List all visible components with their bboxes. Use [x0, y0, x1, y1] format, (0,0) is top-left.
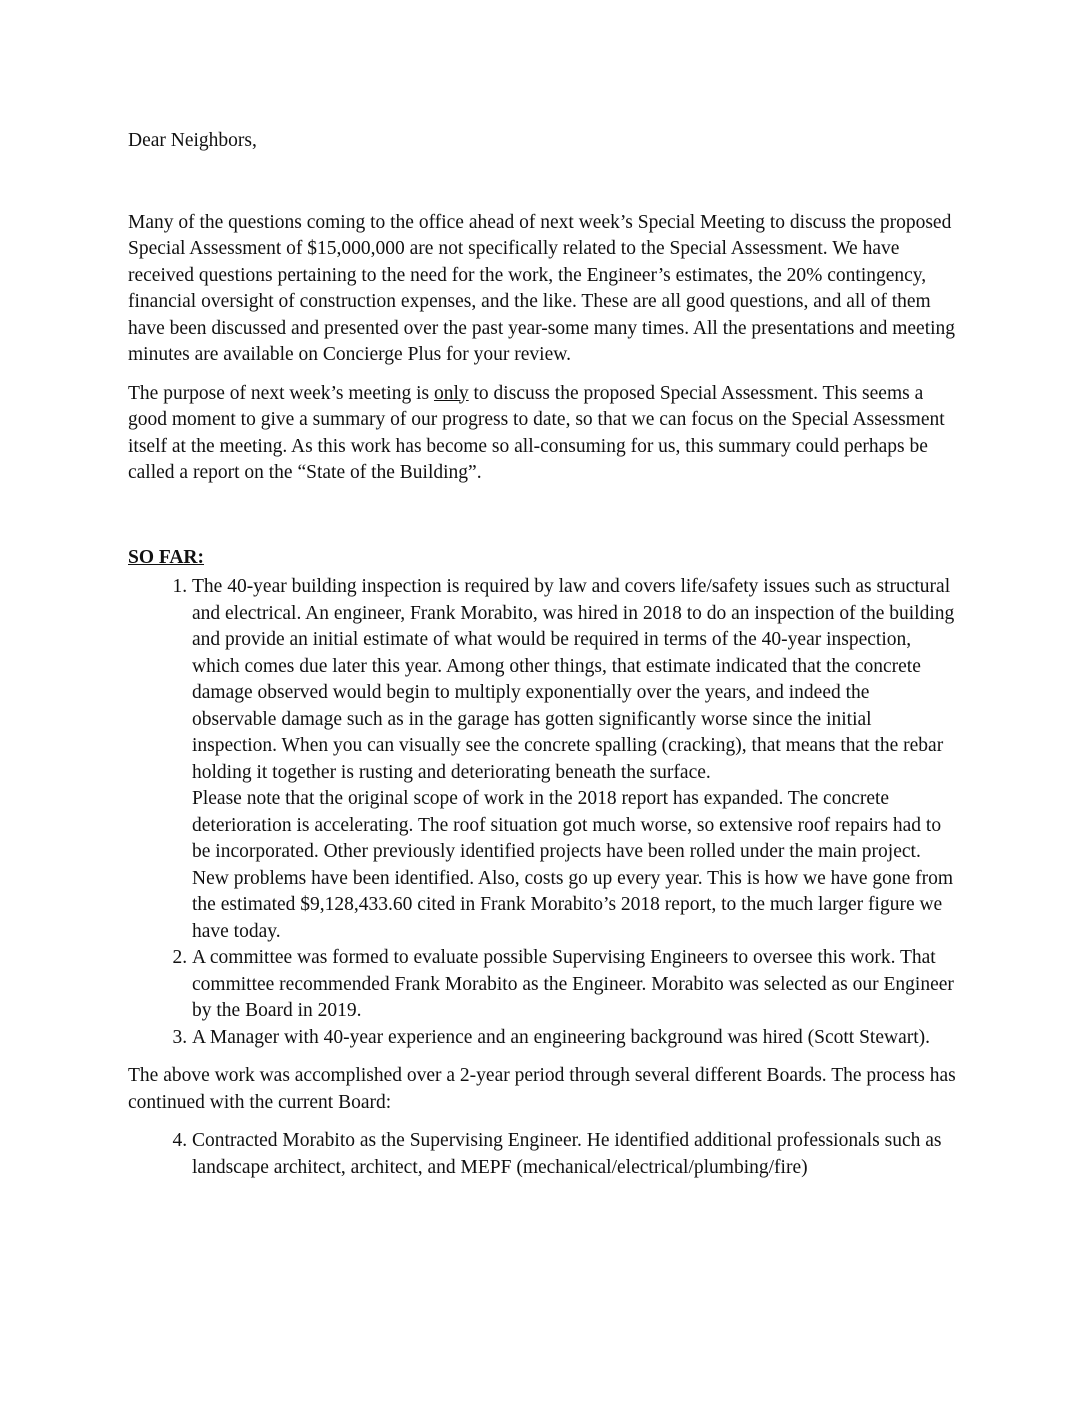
list-item — [192, 945, 958, 1025]
list-item-text: A committee was formed to evaluate possible Supervising Engineers to oversee this work. That committee recommended Frank Morabito as the Engineer. Morabito was selected as our Engineer by the Board in 2019. — [192, 947, 954, 1021]
greeting: Dear Neighbors, — [128, 130, 257, 151]
purpose-text-after: to discuss the proposed Special Assessment. This seems a good moment to give a summary of our progress to date, so that we can focus on the Special Assessment itself at the meeting. As this work has become so all-consuming for us, this summary could perhaps be called a report on the “State of the Building”. — [128, 382, 945, 483]
list-item — [192, 1128, 958, 1181]
emphasis-only: only — [433, 382, 469, 404]
list-item-text: A Manager with 40-year experience and an engineering background was hired (Scott Stewart). — [192, 1026, 931, 1048]
list-item — [192, 1025, 958, 1052]
list-item — [192, 574, 958, 945]
list-item-text: The 40-year building inspection is required by law and covers life/safety issues such as structural and electrical. An engineer, Frank Morabito, was hired in 2018 to do an inspection of the building and provide an initial estimate of what would be required in terms of the 40-year inspection, which comes due later this year. Among other things, that estimate indicated that the concrete damage observed would begin to multiply exponentially over the years, and indeed the observable damage such as in the garage has gotten significantly worse since the initial inspection. When you can visually see the concrete spalling (cracking), that means that the rebar holding it together is rusting and deteriorating beneath the surface. — [192, 576, 955, 783]
list-item-note: Please note that the original scope of work in the 2018 report has expanded. The concrete deterioration is accelerating. The roof situation got much worse, so extensive roof repairs had to be incorporated. Other previously identified projects have been rolled under the main project. New problems have been identified. Also, costs go up every year. This is how we have gone from the estimated $9,128,433.60 cited in Frank Morabito’s 2018 report, to the much larger figure we have today. — [192, 788, 954, 942]
section-heading-so-far: SO FAR: — [128, 546, 205, 568]
progress-list-continued — [128, 1128, 958, 1181]
list-item-text: Contracted Morabito as the Supervising Engineer. He identified additional professionals such as landscape architect, architect, and MEPF (mechanical/electrical/plumbing/fire) — [192, 1130, 942, 1178]
continuation-paragraph: The above work was accomplished over a 2-year period through several different Boards. The process has continued with the current Board: — [128, 1065, 956, 1113]
intro-paragraph: Many of the questions coming to the office ahead of next week’s Special Meeting to discuss the proposed Special Assessment of $15,000,000 are not specifically related to the Special Assessment. We have received questions pertaining to the need for the work, the Engineer’s estimates, the 20% contingency, financial oversight of construction expenses, and the like. These are all good questions, and all of them have been discussed and presented over the past year-some many times. All the presentations and meeting minutes are available on Concierge Plus for your review. — [128, 211, 956, 365]
purpose-text-before: The purpose of next week’s meeting is — [128, 382, 434, 404]
progress-list — [128, 574, 958, 1051]
purpose-paragraph — [128, 381, 958, 487]
letter-page — [128, 128, 958, 1193]
